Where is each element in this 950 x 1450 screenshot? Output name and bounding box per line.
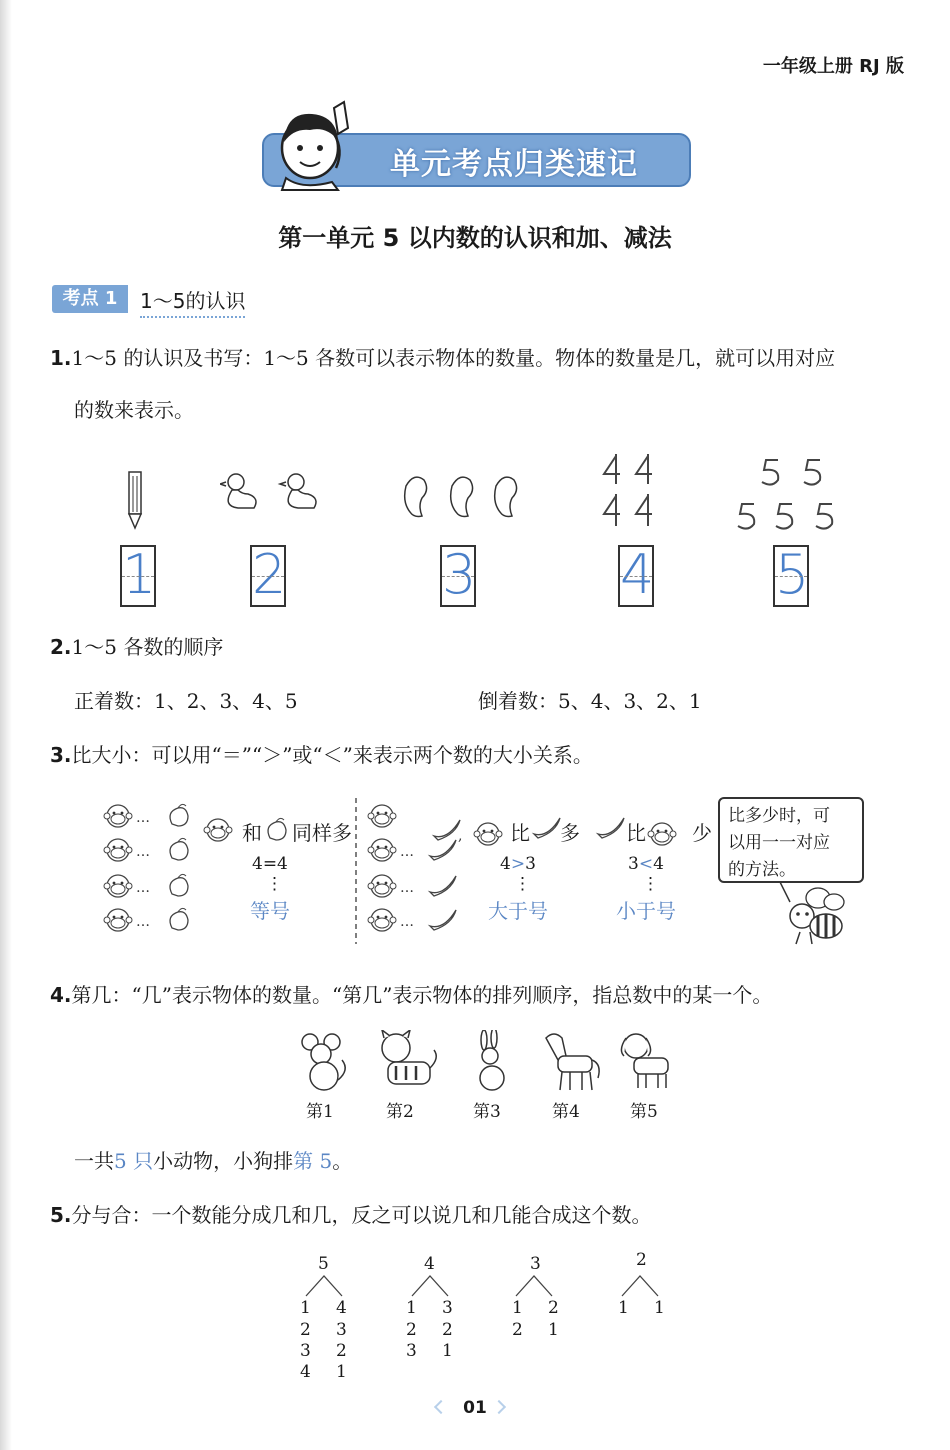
tree-part: 2 (336, 1341, 347, 1361)
tree-top: 4 (424, 1254, 435, 1274)
tree-part: 1 (406, 1298, 417, 1318)
tree-part: 2 (406, 1320, 417, 1340)
item-number: 4. (50, 983, 72, 1007)
writing-grid (120, 545, 156, 607)
tree-part: 1 (300, 1298, 311, 1318)
item2-line (50, 634, 223, 660)
tree-part: 2 (548, 1298, 559, 1318)
greater-sign: > (510, 854, 526, 874)
item5-line (50, 1202, 652, 1228)
item1-line1 (50, 345, 835, 371)
grid-digit: 2 (252, 543, 287, 606)
summary-answer: 第 5 (293, 1149, 333, 1173)
grid-digit: 3 (442, 543, 477, 606)
svg-text:…: … (136, 810, 150, 826)
tree-part: 3 (336, 1320, 347, 1340)
backward-count: 倒着数：5、4、3、2、1 (478, 689, 702, 713)
tree-part: 1 (512, 1298, 523, 1318)
grid-digit: 5 (775, 543, 810, 606)
item3-text: 比大小：可以用“＝”“＞”或“＜”来表示两个数的大小关系。 (71, 743, 593, 767)
item-number: 1. (50, 346, 72, 370)
item-number: 2. (50, 635, 72, 659)
less-right: 4 (653, 854, 664, 874)
banner-title: 单元考点归类速记 (390, 147, 638, 182)
hook-icon (736, 454, 842, 534)
svg-text:…: … (136, 844, 150, 860)
edition-label: 一年级上册 RJ 版 (762, 56, 904, 77)
tiger-icon (382, 1030, 436, 1084)
speech-bubble (718, 797, 864, 883)
tree-part: 3 (442, 1298, 453, 1318)
tree-part: 1 (548, 1320, 559, 1340)
boy-pointing-icon (272, 98, 354, 192)
grid-digit: 4 (620, 543, 655, 606)
tree-part: 1 (336, 1362, 347, 1382)
tree-part: 4 (300, 1362, 311, 1382)
tree-part: 2 (442, 1320, 453, 1340)
tree-part: 4 (336, 1298, 347, 1318)
section-tag: 考点 1 (52, 285, 128, 313)
tree-part: 1 (654, 1298, 665, 1318)
less-dots: ⋮ (642, 874, 659, 894)
item1-text: 1～5 的认识及书写：1～5 各数可以表示物体的数量。物体的数量是几，就可以用对应 (71, 346, 836, 370)
equal-dots: ⋮ (266, 874, 283, 894)
item3-line (50, 742, 593, 768)
tree-part: 1 (618, 1298, 629, 1318)
writing-grid (440, 545, 476, 607)
animal-label: 第5 (630, 1102, 658, 1122)
summary-text: 小动物，小狗排 (153, 1149, 294, 1173)
svg-text:,: , (458, 828, 463, 844)
bubble-line: 以用一一对应 (728, 833, 830, 853)
mouse-icon (302, 1034, 345, 1090)
greater-caption-b: 多 (560, 821, 580, 845)
greater-caption-a: 比 (510, 821, 530, 845)
item-number: 5. (50, 1203, 72, 1227)
tree-top: 3 (530, 1254, 541, 1274)
rabbit-icon (480, 1030, 504, 1090)
svg-text:…: … (136, 880, 150, 896)
equal-caption-a: 和 (242, 821, 262, 845)
section-title: 1～5的认识 (140, 285, 245, 318)
tree-branches (290, 1270, 670, 1300)
animal-label: 第4 (552, 1102, 580, 1122)
tree-part: 3 (300, 1341, 311, 1361)
horse-icon (546, 1034, 599, 1090)
svg-text:…: … (400, 914, 414, 930)
greater-sign-name: 大于号 (488, 899, 548, 923)
less-caption-b: 少 (692, 821, 712, 845)
item4-text: 第几：“几”表示物体的数量。“第几”表示物体的排列顺序，指总数中的某一个。 (71, 983, 773, 1007)
tree-part: 2 (512, 1320, 523, 1340)
tree-top: 2 (636, 1250, 647, 1270)
summary-text: 一共 (74, 1149, 114, 1173)
item2-text: 1～5 各数的顺序 (71, 635, 224, 659)
summary-answer: 5 只 (114, 1149, 154, 1173)
forward-count: 正着数：1、2、3、4、5 (74, 689, 298, 713)
grid-digit: 1 (122, 543, 157, 606)
animal-label: 第2 (386, 1102, 414, 1122)
svg-text:…: … (400, 880, 414, 896)
item1-line2: 的数来表示。 (74, 398, 194, 422)
writing-grid (618, 545, 654, 607)
equal-caption-b: 同样多 (292, 821, 352, 845)
animal-label: 第1 (306, 1102, 334, 1122)
bee-icon (760, 882, 850, 952)
greater-dots: ⋮ (514, 874, 531, 894)
unit-title: 第一单元 5 以内数的认识和加、减法 (278, 224, 672, 252)
animals-row (298, 1030, 678, 1094)
equal-expression (252, 854, 288, 874)
tree-part: 2 (300, 1320, 311, 1340)
bubble-line: 的方法。 (728, 860, 796, 880)
greater-left: 4 (500, 854, 511, 874)
page-number: 01 (463, 1398, 487, 1418)
less-expression (628, 854, 664, 874)
ear-icon (400, 472, 524, 520)
bubble-line: 比多少时，可 (728, 806, 830, 826)
greater-right: 3 (525, 854, 536, 874)
equal-sign-name: 等号 (250, 899, 290, 923)
less-sign: < (638, 854, 654, 874)
writing-grid (250, 545, 286, 607)
item4-summary (74, 1148, 352, 1174)
tree-part: 1 (442, 1341, 453, 1361)
less-left: 3 (628, 854, 639, 874)
svg-text:…: … (136, 914, 150, 930)
item-number: 3. (50, 743, 72, 767)
tree-top: 5 (318, 1254, 329, 1274)
pencil-icon (124, 470, 148, 530)
summary-text: 。 (332, 1149, 353, 1173)
animal-label: 第3 (473, 1102, 501, 1122)
svg-text:…: … (400, 844, 414, 860)
less-sign-name: 小于号 (616, 899, 676, 923)
item4-line (50, 982, 772, 1008)
greater-expression (500, 854, 536, 874)
item5-text: 分与合：一个数能分成几和几，反之可以说几和几能合成这个数。 (71, 1203, 652, 1227)
dog-icon (621, 1034, 668, 1088)
duck-icon (220, 472, 320, 512)
writing-grid (773, 545, 809, 607)
flag-icon (602, 450, 666, 530)
equal-expr: 4=4 (252, 854, 288, 874)
less-caption-a: 比 (626, 821, 646, 845)
tree-part: 3 (406, 1341, 417, 1361)
